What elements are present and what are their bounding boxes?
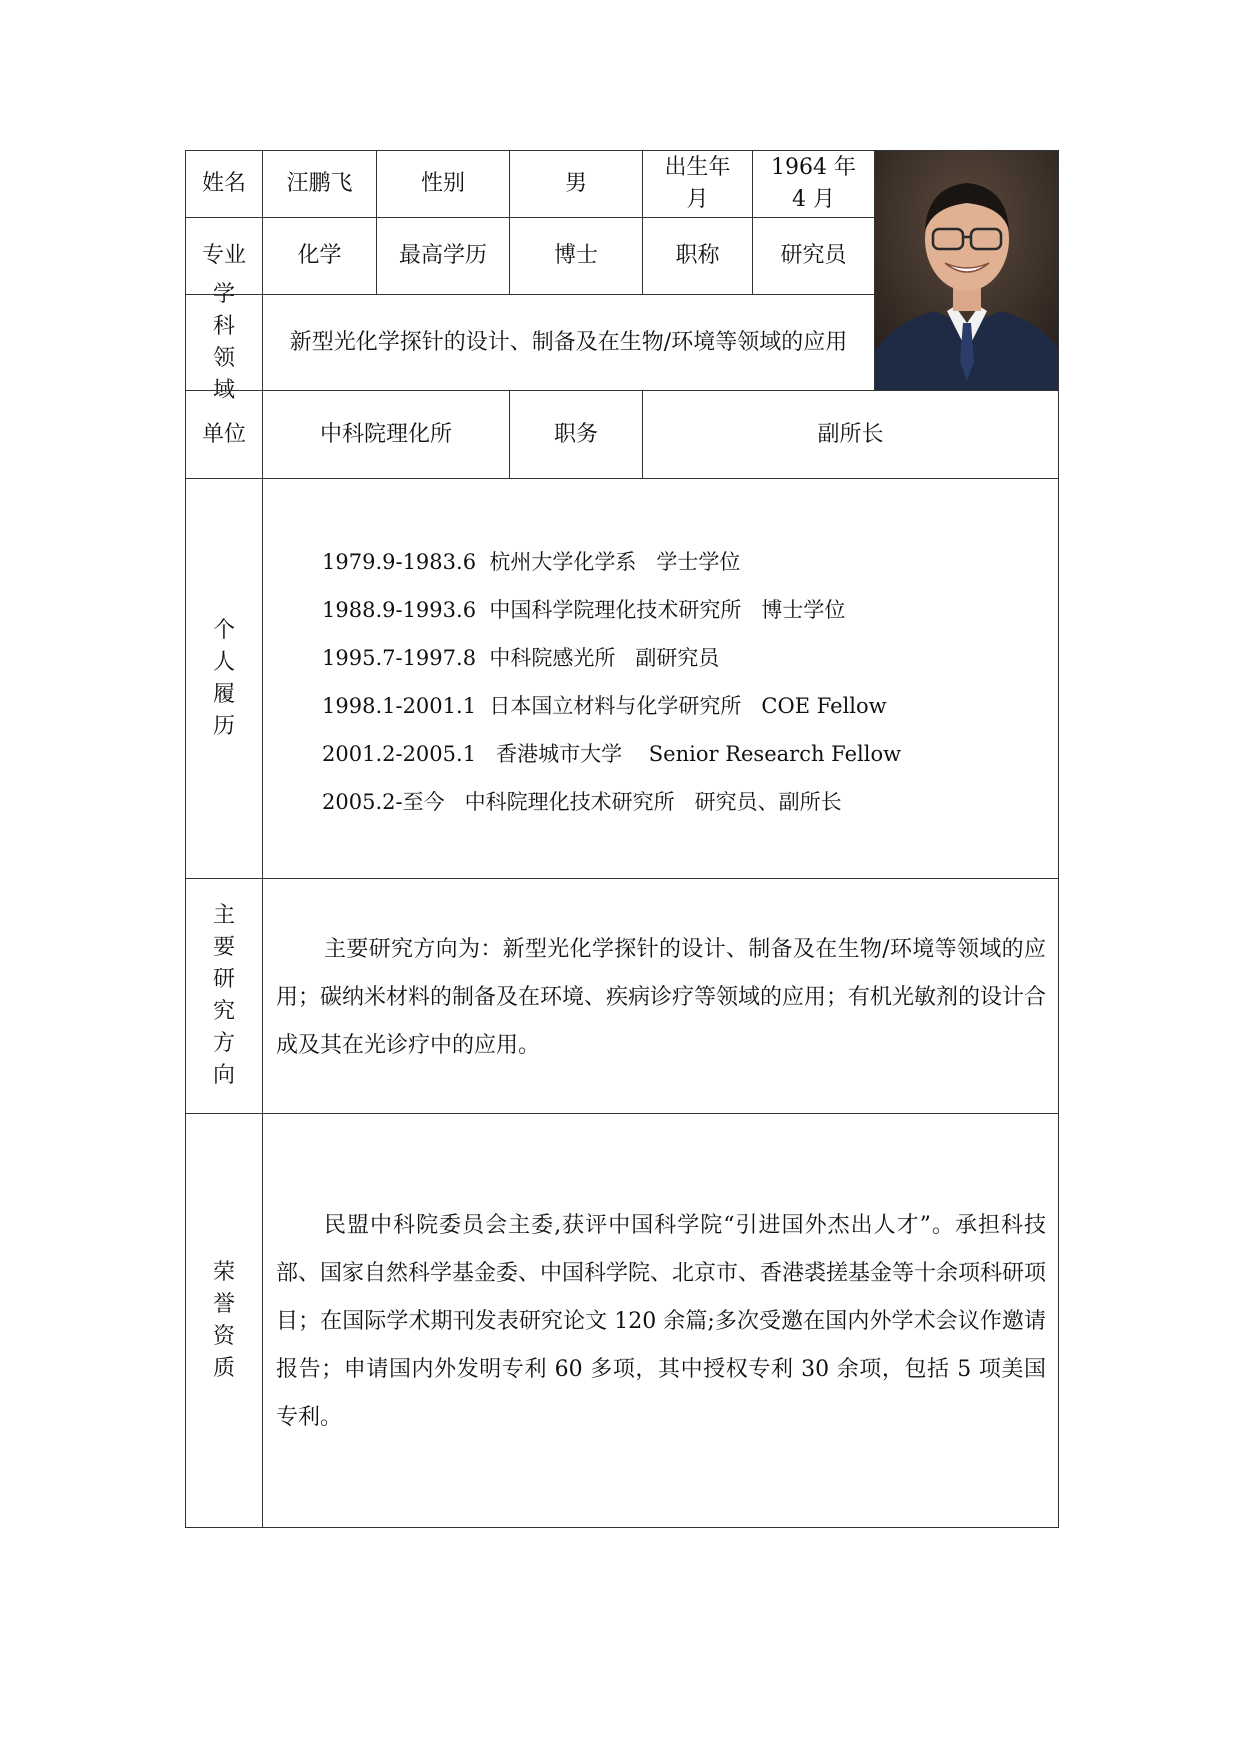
label-name: 姓名 [185, 150, 263, 218]
label-title: 职称 [642, 217, 753, 295]
resume-item: 2001.2-2005.1 香港城市大学 Senior Research Fellow [322, 742, 902, 766]
resume-item: 1979.9-1983.6 杭州大学化学系 学士学位 [322, 550, 741, 574]
label-field: 学科领域 [185, 294, 263, 391]
resume-list [322, 538, 901, 826]
label-unit: 单位 [185, 390, 263, 479]
value-position: 副所长 [642, 390, 1059, 479]
label-resume: 个人履历 [185, 478, 263, 879]
value-gender: 男 [509, 150, 643, 218]
profile-photo [874, 150, 1059, 391]
label-degree: 最高学历 [376, 217, 510, 295]
resume-item: 1988.9-1993.6 中国科学院理化技术研究所 博士学位 [322, 598, 846, 622]
honors-text: 民盟中科院委员会主委,获评中国科学院“引进国外杰出人才”。承担科技部、国家自然科学基金委、中国科学院、北京市、香港裘搓基金等十余项科研项目；在国际学术期刊发表研究论文 120 余篇;多次受邀在国内外学术会议作邀请报告；申请国内外发明专利 60 多项，其中授权专利 30 余项，包括 5 项美国专利。 [276, 1213, 1047, 1430]
person-portrait-icon [875, 151, 1059, 391]
resume-item: 2005.2-至今 中科院理化技术研究所 研究员、副所长 [322, 790, 842, 814]
value-unit: 中科院理化所 [262, 390, 510, 479]
value-degree: 博士 [509, 217, 643, 295]
value-field: 新型光化学探针的设计、制备及在生物/环境等领域的应用 [262, 294, 875, 391]
label-position: 职务 [509, 390, 643, 479]
value-birth: 1964 年 4 月 [752, 150, 875, 218]
research-text: 主要研究方向为：新型光化学探针的设计、制备及在生物/环境等领域的应用；碳纳米材料的制备及在环境、疾病诊疗等领域的应用；有机光敏剂的设计合成及其在光诊疗中的应用。 [276, 937, 1047, 1058]
value-name: 汪鹏飞 [262, 150, 377, 218]
label-major: 专业 [185, 217, 263, 295]
value-major: 化学 [262, 217, 377, 295]
resume-item: 1998.1-2001.1 日本国立材料与化学研究所 COE Fellow [322, 694, 887, 718]
label-gender: 性别 [376, 150, 510, 218]
resume-item: 1995.7-1997.8 中科院感光所 副研究员 [322, 646, 720, 670]
value-title: 研究员 [752, 217, 875, 295]
label-honors: 荣誉资质 [185, 1113, 263, 1528]
label-birth: 出生年月 [642, 150, 753, 218]
label-research: 主要研究方向 [185, 878, 263, 1114]
